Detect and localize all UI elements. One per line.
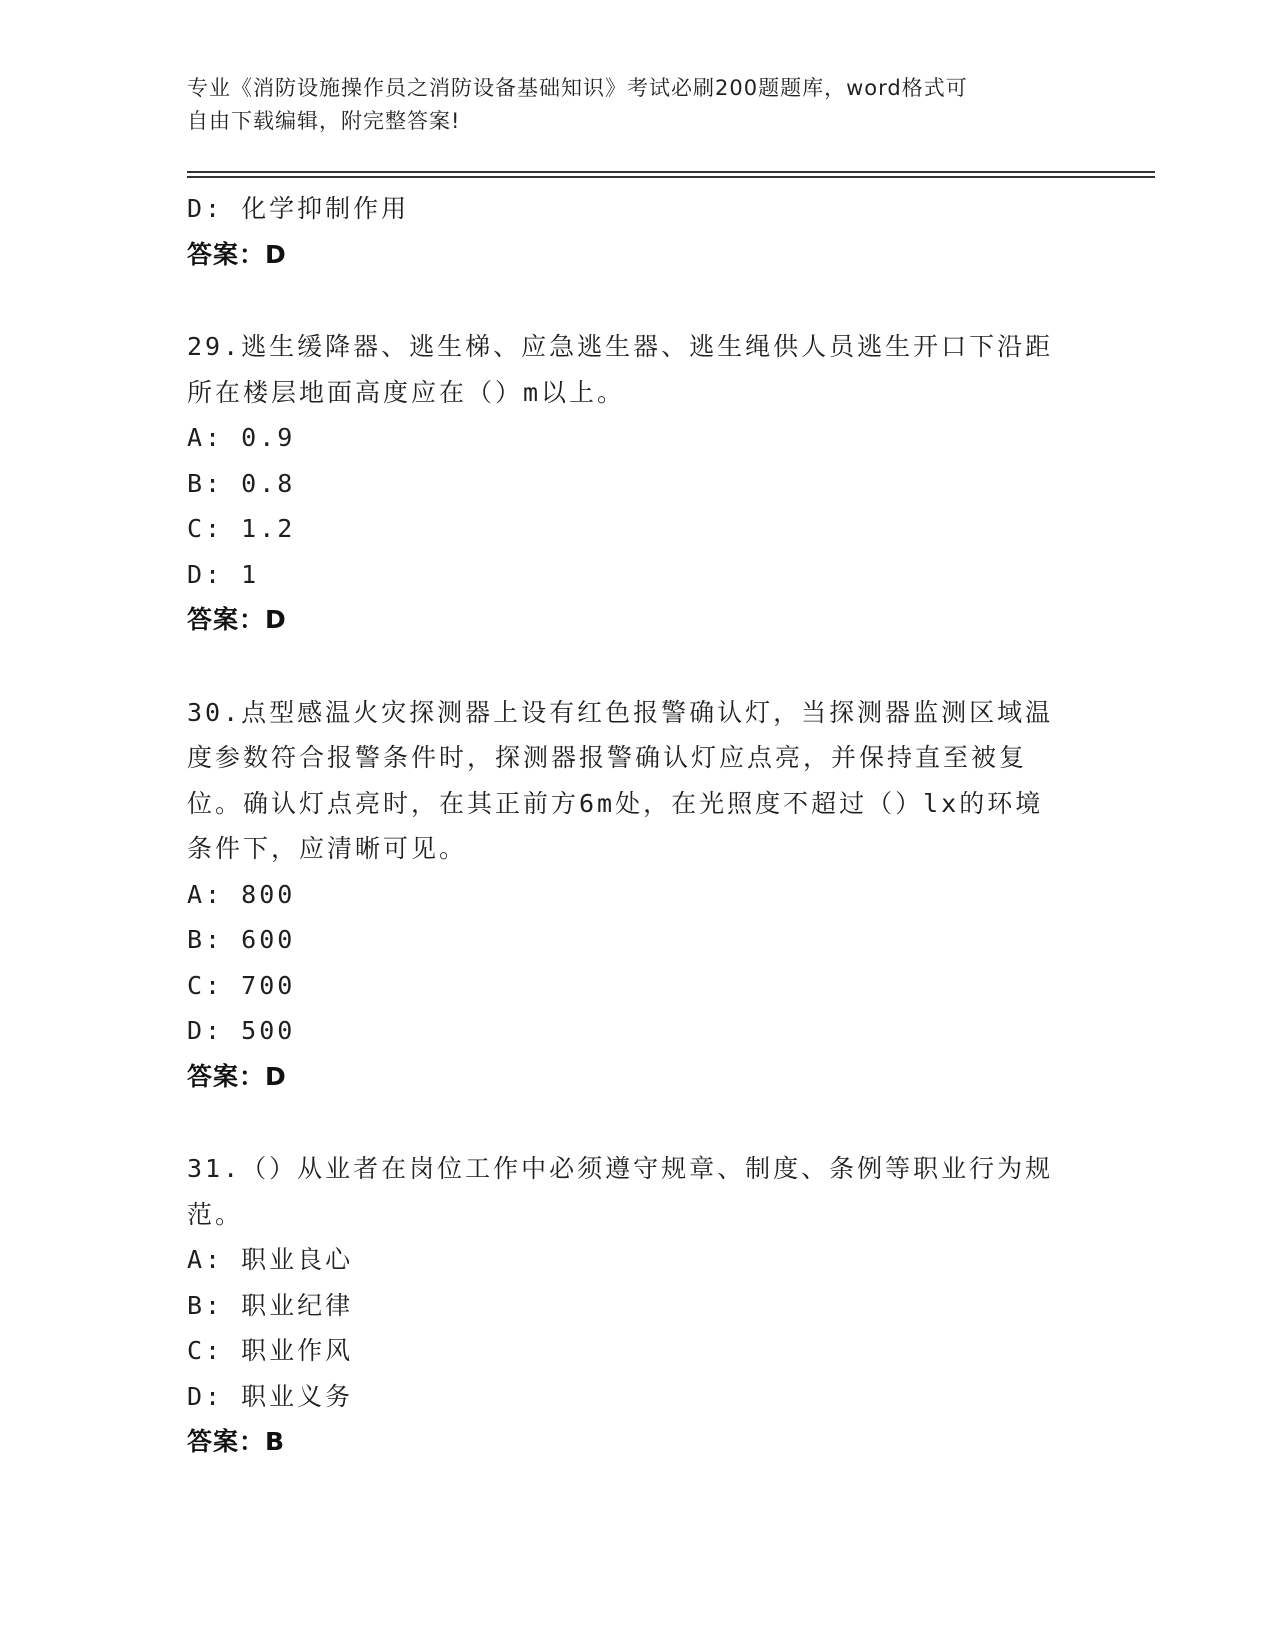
answer-prev: 答案：D — [187, 239, 287, 269]
option-a: A: 职业良心 — [187, 1245, 354, 1274]
question-stem-line: 29.逃生缓降器、逃生梯、应急逃生器、逃生绳供人员逃生开口下沿距 — [187, 332, 1054, 361]
question-31 — [187, 1146, 1087, 1465]
question-stem-line: 度参数符合报警条件时，探测器报警确认灯应点亮，并保持直至被复 — [187, 743, 1028, 772]
option-d: D: 1 — [187, 559, 260, 589]
option-c: C: 1.2 — [187, 514, 296, 543]
question-29 — [187, 324, 1087, 643]
answer: 答案：B — [187, 1427, 286, 1456]
answer: 答案：D — [187, 605, 287, 634]
question-list — [187, 186, 1087, 1465]
header-title-line-2: 自由下载编辑，附完整答案! — [187, 109, 461, 133]
question-stem-line: 31.（）从业者在岗位工作中必须遵守规章、制度、条例等职业行为规 — [187, 1154, 1054, 1183]
question-stem-line: 范。 — [187, 1199, 244, 1229]
option-a: A: 0.9 — [187, 423, 296, 452]
header-divider-bottom — [187, 176, 1155, 178]
spacer — [187, 277, 1087, 324]
option-b: B: 0.8 — [187, 468, 296, 498]
spacer — [187, 1099, 1087, 1146]
document-header — [187, 72, 1087, 138]
question-stem-line: 30.点型感温火灾探测器上设有红色报警确认灯，当探测器监测区域温 — [187, 697, 1054, 727]
question-30 — [187, 690, 1087, 1100]
question-stem-line: 所在楼层地面高度应在（）m以上。 — [187, 377, 626, 407]
option-d: D: 500 — [187, 1016, 296, 1045]
option-d: D: 职业义务 — [187, 1381, 354, 1411]
option-a: A: 800 — [187, 879, 296, 909]
header-divider-top — [187, 171, 1155, 173]
question-stem-line: 位。确认灯点亮时，在其正前方6m处，在光照度不超过（）lx的环境 — [187, 788, 1044, 818]
spacer — [187, 643, 1087, 690]
option-c: C: 职业作风 — [187, 1336, 354, 1365]
option-b: B: 600 — [187, 925, 296, 954]
option-b: B: 职业纪律 — [187, 1290, 354, 1320]
question-stem-line: 条件下，应清晰可见。 — [187, 834, 468, 863]
header-title-line-1: 专业《消防设施操作员之消防设备基础知识》考试必刷200题题库，word格式可 — [187, 76, 968, 100]
option-c: C: 700 — [187, 970, 296, 1000]
option-d-prev: D: 化学抑制作用 — [187, 194, 410, 223]
answer: 答案：D — [187, 1061, 287, 1091]
